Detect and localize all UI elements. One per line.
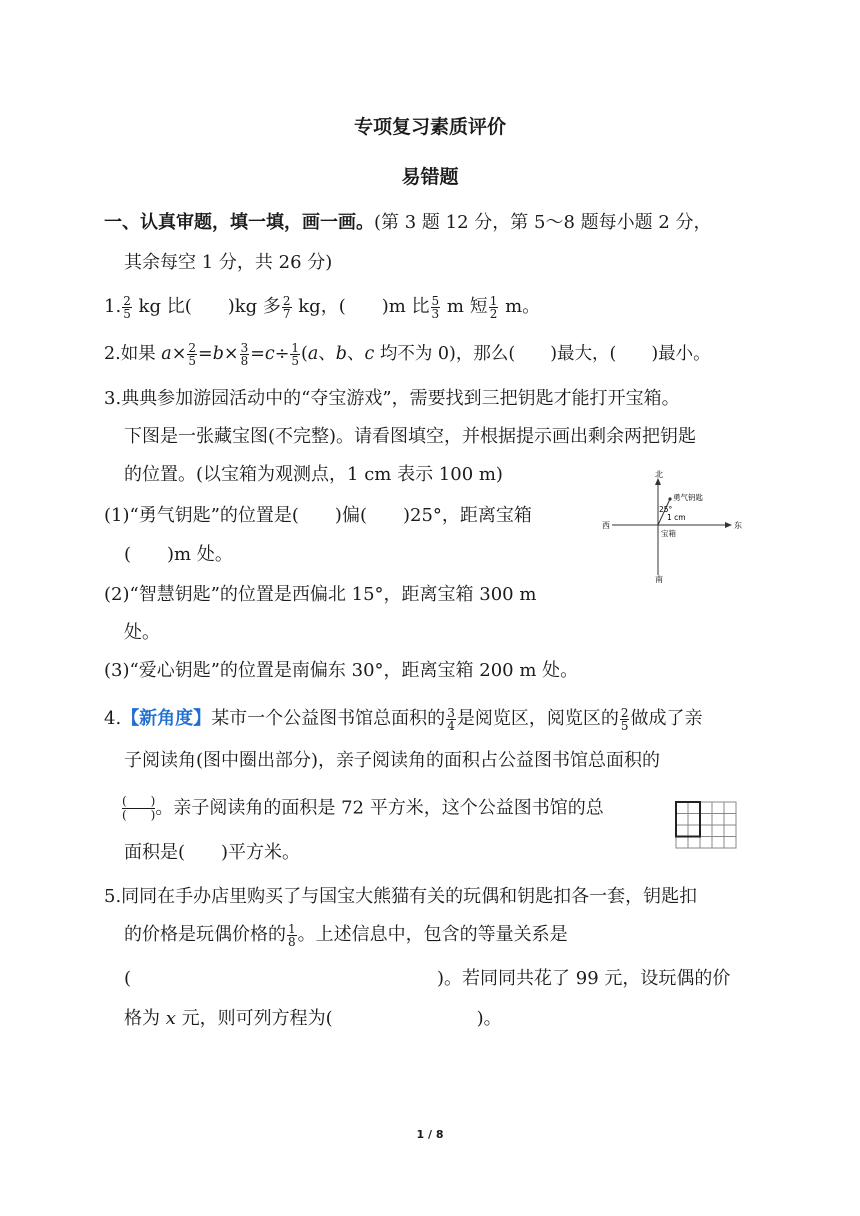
fraction: $\frac{3}{8}$ <box>240 341 249 368</box>
fraction: $\frac{5}{3}$ <box>431 293 440 321</box>
page-subtitle: 易错题 <box>401 166 459 188</box>
scale-label: 1 cm <box>667 513 686 522</box>
question-3-line-3: 的位置。(以宝箱为观测点，1 cm 表示 100 m) <box>124 464 503 485</box>
section-heading-line <box>104 210 712 236</box>
question-3-sub-1: (1)“勇气钥匙”的位置是( )偏( )25°，距离宝箱 <box>104 505 532 526</box>
section-heading: 一、认真审题，填一填，画一画。 <box>104 212 374 233</box>
question-3-sub-2: (2)“智慧钥匙”的位置是西偏北 15°，距离宝箱 300 m <box>104 584 537 605</box>
box-label: 宝箱 <box>661 529 676 538</box>
question-5-line-1: 5.同同在手办店里购买了与国宝大熊猫有关的玩偶和钥匙扣各一套，钥匙扣 <box>104 886 698 907</box>
fraction: $\frac{2}{7}$ <box>282 293 291 321</box>
page-title: 专项复习素质评价 <box>353 116 506 138</box>
south-label: 南 <box>655 575 663 584</box>
fraction: $\frac{2}{5}$ <box>620 705 629 733</box>
fraction: $\frac{2}{5}$ <box>123 293 131 321</box>
question-3-line-2: 下图是一张藏宝图(不完整)。请看图填空，并根据提示画出剩余两把钥匙 <box>124 426 697 447</box>
page-number: 1 / 8 <box>416 1128 444 1141</box>
fraction: $\frac{3}{4}$ <box>447 705 455 733</box>
question-3-line-1: 3.典典参加游园活动中的“夺宝游戏”，需要找到三把钥匙才能打开宝箱。 <box>104 388 680 409</box>
question-3-sub-2b: 处。 <box>124 622 160 643</box>
fraction: $\frac{2}{5}$ <box>188 341 197 368</box>
new-angle-tag: 【新角度】 <box>121 708 212 729</box>
question-4-line-3: $\frac{( )}{( )}$ 。亲子阅读角的面积是 72 平方米，这个公益图书馆的总 <box>122 794 604 822</box>
fraction: $\frac{1}{5}$ <box>291 341 299 368</box>
section-note-2: 其余每空 1 分，共 26 分) <box>124 252 333 273</box>
question-4-line-1: 4.【新角度】某市一个公益图书馆总面积的 $\frac{3}{4}$ 是阅览区，阅览区的 $\frac{2}{5}$ 做成了亲 <box>104 705 703 733</box>
question-5-line-2: 的价格是玩偶价格的 $\frac{1}{8}$ 。上述信息中，包含的等量关系是 <box>124 921 568 949</box>
question-4-line-2: 子阅读角(图中圈出部分)，亲子阅读角的面积占公益图书馆总面积的 <box>124 750 661 771</box>
question-2: 2.如果 a× $\frac{2}{5}$ =b× $\frac{3}{8}$ =c÷ $\frac{1}{5}$ (a、b、c 均不为 0)，那么( )最大，( )最小。 <box>104 341 711 368</box>
treasure-map-diagram <box>600 470 750 585</box>
question-3-sub-3: (3)“爱心钥匙”的位置是南偏东 30°，距离宝箱 200 m 处。 <box>104 660 579 681</box>
question-1: 1. $\frac{2}{5}$ kg 比( )kg 多 $\frac{2}{7}$ kg，( )m 比 $\frac{5}{3}$ m 短 $\frac{1}{2}$ m。 <box>104 293 541 321</box>
fraction: $\frac{1}{8}$ <box>288 921 296 949</box>
question-3-sub-1b: ( )m 处。 <box>124 544 233 565</box>
section-note-1: (第 3 题 12 分，第 5～8 题每小题 2 分， <box>374 212 712 233</box>
library-grid-diagram <box>674 800 740 852</box>
fraction: $\frac{1}{2}$ <box>489 293 498 321</box>
question-5-line-4: 格为 x 元，则可列方程为( )。 <box>124 1008 502 1029</box>
angle-label: 25° <box>659 505 673 514</box>
key-label: 勇气钥匙 <box>673 493 703 502</box>
west-label: 西 <box>602 521 610 530</box>
east-label: 东 <box>734 521 742 530</box>
answer-fraction-blank: $\frac{( )}{( )}$ <box>122 794 156 822</box>
question-5-line-3: ( )。若同同共花了 99 元，设玩偶的价 <box>124 968 731 989</box>
question-4-line-4: 面积是( )平方米。 <box>124 842 301 863</box>
north-label: 北 <box>655 470 663 479</box>
